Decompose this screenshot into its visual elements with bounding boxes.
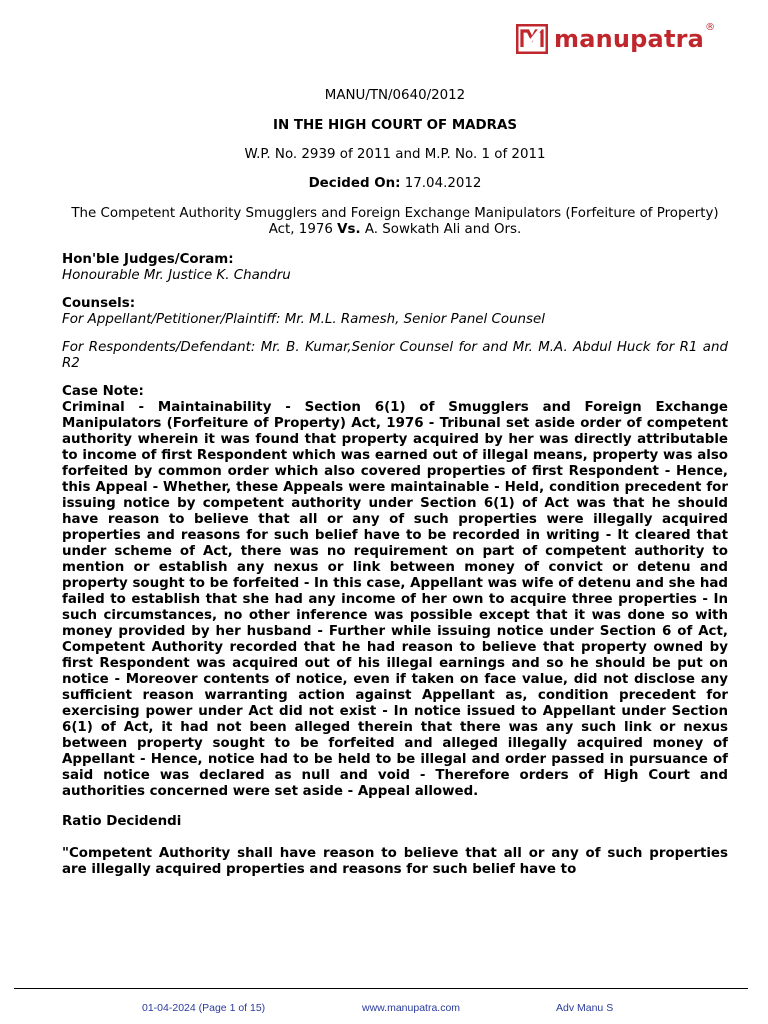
manupatra-mark-icon (516, 24, 548, 54)
page-footer (0, 1002, 768, 1016)
citation: MANU/TN/0640/2012 (324, 88, 466, 103)
party-two: A. Sowkath Ali and Ors. (364, 222, 522, 237)
case-number: W.P. No. 2939 of 2011 and M.P. No. 1 of 2011 (244, 147, 546, 162)
court-name: IN THE HIGH COURT OF MADRAS (273, 118, 517, 133)
footer-user: Adv Manu S (556, 1002, 614, 1014)
case-parties (62, 206, 728, 238)
footer-date-page: 01-04-2024 (Page 1 of 15) (142, 1002, 266, 1014)
counsels-label: Counsels: (62, 296, 136, 311)
footer-website-link[interactable]: www.manupatra.com (362, 1002, 461, 1014)
counsel-appellant: For Appellant/Petitioner/Plaintiff: Mr. M.L. Ramesh, Senior Panel Counsel (62, 312, 545, 327)
manupatra-logo (516, 22, 715, 56)
case-note-label: Case Note: (62, 384, 144, 399)
ratio-text: "Competent Authority shall have reason to believe that all or any of such properties are illegally acquired properties and reasons for such belief have to (62, 846, 728, 877)
case-note-section (62, 384, 728, 800)
footer-divider (14, 988, 748, 989)
decided-date: 17.04.2012 (404, 176, 482, 191)
judges-section (62, 252, 728, 284)
counsels-section (62, 296, 728, 328)
decided-label: Decided On: (308, 176, 401, 191)
judges-label: Hon'ble Judges/Coram: (62, 252, 234, 267)
logo-text: manupatra (554, 25, 705, 53)
ratio-label: Ratio Decidendi (62, 814, 182, 829)
document-body (62, 88, 728, 878)
case-note-text: Criminal - Maintainability - Section 6(1) of Smugglers and Foreign Exchange Manipulators (Forfeiture of Property) Act, 1976 - Tribunal set aside order of competent authority wherein it was found that property acquired by her was directly attributable to income of first Respondent which was earned out of illegal means, property was also forfeited by common order which also covered properties of first Respondent - Hence, this Appeal - Whether, these Appeals were maintainable - Held, condition precedent for issuing notice by competent authority under Section 6(1) of Act was that he should have reason to believe that all or any of such properties were illegally acquired properties and reasons for such belief have to be recorded in writing - It cleared that under scheme of Act, there was no requirement on part of competent authority to mention or establish any nexus or link between money of convict or detenu and property sought to be forfeited - In this case, Appellant was wife of detenu and she had failed to establish that she had any income of her own to acquire three properties - In such circumstances, no other inference was possible except that it was done so with money provided by her husband - Further while issuing notice under Section 6 of Act, Competent Authority recorded that he had reason to believe that property owned by first Respondent was acquired out of his illegal earnings and so he should be put on notice - Moreover contents of notice, even if taken on face value, did not disclose any sufficient reason warranting action against Appellant as, condition precedent for exercising power under Act did not exist - In notice issued to Appellant under Section 6(1) of Act, it had not been alleged therein that there was any such link or nexus between property sought to be forfeited and alleged illegally acquired money of Appellant - Hence, notice had to be held to be illegal and order passed in pursuance of said notice was declared as null and void - Therefore orders of High Court and authorities concerned were set aside - Appeal allowed. (62, 400, 728, 799)
registered-mark: ® (705, 21, 716, 33)
decided-on (62, 176, 728, 192)
versus: Vs. (337, 222, 361, 237)
counsel-respondent: For Respondents/Defendant: Mr. B. Kumar,Senior Counsel for and Mr. M.A. Abdul Huck for R1 and R2 (62, 340, 728, 371)
judges-names: Honourable Mr. Justice K. Chandru (62, 268, 291, 283)
party-one: The Competent Authority Smugglers and Foreign Exchange Manipulators (Forfeiture of Property) Act, 1976 (71, 206, 719, 237)
